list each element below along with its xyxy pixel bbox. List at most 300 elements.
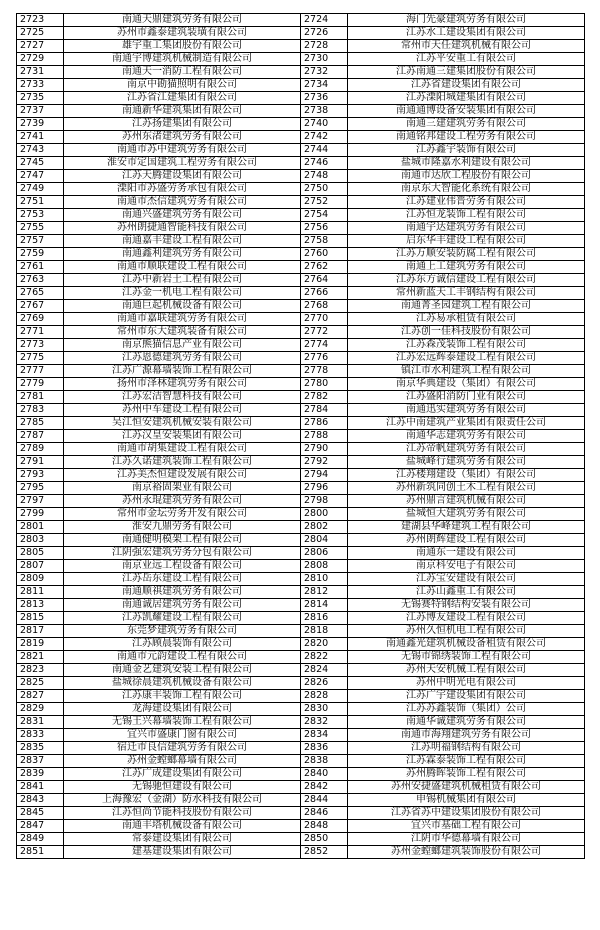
entry-number-right: 2734 [301, 79, 348, 92]
company-name-right: 江苏创一佳科技股份有限公司 [348, 326, 585, 339]
entry-number-left: 2783 [17, 404, 64, 417]
entry-number-left: 2833 [17, 729, 64, 742]
company-name-right: 无锡市锦绣装饰工程有限公司 [348, 651, 585, 664]
company-name-left: 宜兴市盛康门窗有限公司 [64, 729, 301, 742]
table-row [17, 79, 585, 92]
table-row [17, 573, 585, 586]
company-name-left: 南通顺祺建筑劳务有限公司 [64, 586, 301, 599]
entry-number-left: 2837 [17, 755, 64, 768]
table-row [17, 495, 585, 508]
company-name-left: 扬州市泽林建筑劳务有限公司 [64, 378, 301, 391]
table-row [17, 586, 585, 599]
company-name-left: 江苏久诺建筑装饰工程有限公司 [64, 456, 301, 469]
company-name-left: 江苏广成建设集团有限公司 [64, 768, 301, 781]
table-row [17, 326, 585, 339]
entry-number-right: 2742 [301, 131, 348, 144]
entry-number-left: 2827 [17, 690, 64, 703]
entry-number-left: 2751 [17, 196, 64, 209]
table-row [17, 235, 585, 248]
table-row [17, 638, 585, 651]
entry-number-left: 2763 [17, 274, 64, 287]
company-name-right: 江苏山鑫重工有限公司 [348, 586, 585, 599]
entry-number-right: 2766 [301, 287, 348, 300]
entry-number-left: 2759 [17, 248, 64, 261]
company-name-left: 宿迁市良信建筑劳务有限公司 [64, 742, 301, 755]
entry-number-right: 2842 [301, 781, 348, 794]
company-name-right: 江苏森茂装饰工程有限公司 [348, 339, 585, 352]
company-name-left: 南通健明模架工程有限公司 [64, 534, 301, 547]
table-row [17, 105, 585, 118]
company-name-right: 江苏万顺安装防腐工程有限公司 [348, 248, 585, 261]
entry-number-right: 2852 [301, 846, 348, 859]
entry-number-left: 2801 [17, 521, 64, 534]
entry-number-right: 2806 [301, 547, 348, 560]
entry-number-right: 2782 [301, 391, 348, 404]
company-name-left: 南通嘉丰建设工程有限公司 [64, 235, 301, 248]
entry-number-right: 2792 [301, 456, 348, 469]
table-row [17, 248, 585, 261]
entry-number-left: 2791 [17, 456, 64, 469]
entry-number-right: 2848 [301, 820, 348, 833]
table-row [17, 365, 585, 378]
entry-number-right: 2732 [301, 66, 348, 79]
company-name-right: 江苏南通三建集团股份有限公司 [348, 66, 585, 79]
entry-number-left: 2839 [17, 768, 64, 781]
table-row [17, 66, 585, 79]
company-name-left: 常州市金坛劳务开发有限公司 [64, 508, 301, 521]
entry-number-right: 2804 [301, 534, 348, 547]
company-name-right: 南通市达欣工程股份有限公司 [348, 170, 585, 183]
company-name-left: 南通市元韵建设工程有限公司 [64, 651, 301, 664]
entry-number-left: 2737 [17, 105, 64, 118]
company-name-left: 南京业远工程设备有限公司 [64, 560, 301, 573]
table-row [17, 625, 585, 638]
company-name-left: 南通鑫利建筑劳务有限公司 [64, 248, 301, 261]
table-row [17, 183, 585, 196]
company-name-left: 苏州金螳螂幕墙有限公司 [64, 755, 301, 768]
company-name-left: 江苏扬建集团有限公司 [64, 118, 301, 131]
company-name-left: 江苏美杰恒建设发展有限公司 [64, 469, 301, 482]
entry-number-left: 2775 [17, 352, 64, 365]
table-row [17, 677, 585, 690]
company-name-left: 南通宇博建筑机械制造有限公司 [64, 53, 301, 66]
company-name-right: 南通华诚建筑劳务有限公司 [348, 716, 585, 729]
company-name-right: 江苏溧阳城建集团有限公司 [348, 92, 585, 105]
table-row [17, 599, 585, 612]
entry-number-right: 2774 [301, 339, 348, 352]
entry-number-left: 2753 [17, 209, 64, 222]
entry-number-left: 2805 [17, 547, 64, 560]
company-name-right: 南京东大智能化系统有限公司 [348, 183, 585, 196]
entry-number-right: 2840 [301, 768, 348, 781]
entry-number-right: 2770 [301, 313, 348, 326]
company-name-right: 申锡机械集团有限公司 [348, 794, 585, 807]
company-name-right: 江苏宝安建设有限公司 [348, 573, 585, 586]
entry-number-right: 2730 [301, 53, 348, 66]
entry-number-left: 2771 [17, 326, 64, 339]
company-name-right: 常州市天任建筑机械有限公司 [348, 40, 585, 53]
company-name-right: 无锡赛特钢结构安装有限公司 [348, 599, 585, 612]
entry-number-left: 2815 [17, 612, 64, 625]
entry-number-right: 2834 [301, 729, 348, 742]
company-name-left: 溧阳市苏盛劳务承包有限公司 [64, 183, 301, 196]
entry-number-right: 2850 [301, 833, 348, 846]
company-name-right: 苏州新筑同创土木工程有限公司 [348, 482, 585, 495]
table-row [17, 378, 585, 391]
entry-number-right: 2790 [301, 443, 348, 456]
company-name-left: 江苏恩德建筑劳务有限公司 [64, 352, 301, 365]
entry-number-right: 2798 [301, 495, 348, 508]
entry-number-left: 2843 [17, 794, 64, 807]
entry-number-left: 2803 [17, 534, 64, 547]
entry-number-right: 2818 [301, 625, 348, 638]
company-name-left: 南通金艺建筑安装工程有限公司 [64, 664, 301, 677]
entry-number-left: 2813 [17, 599, 64, 612]
table-row [17, 482, 585, 495]
table-row [17, 456, 585, 469]
entry-number-right: 2794 [301, 469, 348, 482]
table-row [17, 287, 585, 300]
entry-number-left: 2779 [17, 378, 64, 391]
company-name-right: 苏州金螳螂建筑装饰股份有限公司 [348, 846, 585, 859]
table-row [17, 157, 585, 170]
table-row [17, 352, 585, 365]
table-row [17, 430, 585, 443]
entry-number-left: 2735 [17, 92, 64, 105]
entry-number-left: 2747 [17, 170, 64, 183]
table-row [17, 196, 585, 209]
table-row [17, 833, 585, 846]
company-name-left: 江阴强宏建筑劳务分包有限公司 [64, 547, 301, 560]
company-name-right: 常州新蓝天工丰钢结构有限公司 [348, 287, 585, 300]
company-name-left: 南京中勘猫照明有限公司 [64, 79, 301, 92]
company-name-right: 江苏中南建筑产业集团有限责任公司 [348, 417, 585, 430]
entry-number-right: 2744 [301, 144, 348, 157]
entry-number-right: 2780 [301, 378, 348, 391]
table-row [17, 300, 585, 313]
company-name-right: 南通华志建筑劳务有限公司 [348, 430, 585, 443]
entry-number-left: 2797 [17, 495, 64, 508]
company-name-left: 江苏省江建集团有限公司 [64, 92, 301, 105]
company-name-right: 江阴市华德幕墙有限公司 [348, 833, 585, 846]
entry-number-right: 2808 [301, 560, 348, 573]
company-name-right: 江苏恒龙装饰工程有限公司 [348, 209, 585, 222]
entry-number-right: 2846 [301, 807, 348, 820]
company-list-body [17, 14, 585, 859]
entry-number-left: 2777 [17, 365, 64, 378]
table-row [17, 794, 585, 807]
company-name-left: 南通天一消防工程有限公司 [64, 66, 301, 79]
table-row [17, 27, 585, 40]
entry-number-left: 2787 [17, 430, 64, 443]
company-name-right: 海门先豪建筑劳务有限公司 [348, 14, 585, 27]
entry-number-right: 2812 [301, 586, 348, 599]
company-name-right: 江苏博友建设工程有限公司 [348, 612, 585, 625]
company-name-left: 雄宇重工集团股份有限公司 [64, 40, 301, 53]
company-name-right: 江苏霖泰装饰工程有限公司 [348, 755, 585, 768]
company-name-left: 吴江恒安建筑机械安装有限公司 [64, 417, 301, 430]
table-row [17, 40, 585, 53]
company-name-right: 江苏平安重工有限公司 [348, 53, 585, 66]
company-name-left: 淮安市定国建筑工程劳务有限公司 [64, 157, 301, 170]
entry-number-left: 2847 [17, 820, 64, 833]
table-row [17, 222, 585, 235]
entry-number-right: 2738 [301, 105, 348, 118]
company-name-right: 苏州朗辉建设工程有限公司 [348, 534, 585, 547]
entry-number-right: 2726 [301, 27, 348, 40]
entry-number-left: 2829 [17, 703, 64, 716]
table-row [17, 846, 585, 859]
company-name-right: 启东华丰建设工程有限公司 [348, 235, 585, 248]
entry-number-left: 2769 [17, 313, 64, 326]
table-row [17, 144, 585, 157]
table-row [17, 508, 585, 521]
entry-number-right: 2832 [301, 716, 348, 729]
company-name-right: 江苏鑫宇装饰有限公司 [348, 144, 585, 157]
company-name-left: 南通兴盛建筑劳务有限公司 [64, 209, 301, 222]
company-name-right: 盐城市隆嘉水利建设有限公司 [348, 157, 585, 170]
company-name-right: 南通上工建筑劳务有限公司 [348, 261, 585, 274]
entry-number-right: 2784 [301, 404, 348, 417]
company-name-right: 南通迅实建筑劳务有限公司 [348, 404, 585, 417]
entry-number-left: 2795 [17, 482, 64, 495]
company-name-right: 江苏宏远辉泰建设工程有限公司 [348, 352, 585, 365]
entry-number-right: 2816 [301, 612, 348, 625]
entry-number-right: 2740 [301, 118, 348, 131]
table-row [17, 313, 585, 326]
entry-number-left: 2757 [17, 235, 64, 248]
company-name-right: 苏州天安机械工程有限公司 [348, 664, 585, 677]
table-row [17, 339, 585, 352]
company-name-right: 建湖县华峰建筑工程有限公司 [348, 521, 585, 534]
entry-number-left: 2765 [17, 287, 64, 300]
table-row [17, 170, 585, 183]
entry-number-left: 2841 [17, 781, 64, 794]
company-name-right: 南京华典建设（集团）有限公司 [348, 378, 585, 391]
entry-number-right: 2778 [301, 365, 348, 378]
company-name-right: 苏州鼎言建筑机械有限公司 [348, 495, 585, 508]
entry-number-left: 2793 [17, 469, 64, 482]
entry-number-right: 2764 [301, 274, 348, 287]
company-name-right: 江苏省苏中建设集团股份有限公司 [348, 807, 585, 820]
company-name-left: 南通市胡集建设工程有限公司 [64, 443, 301, 456]
company-name-right: 江苏盛阳消防门业有限公司 [348, 391, 585, 404]
entry-number-right: 2802 [301, 521, 348, 534]
table-row [17, 612, 585, 625]
company-name-right: 江苏苏鑫装饰（集团）公司 [348, 703, 585, 716]
company-name-right: 南通市海翔建筑劳务有限公司 [348, 729, 585, 742]
table-row [17, 14, 585, 27]
table-row [17, 742, 585, 755]
entry-number-right: 2838 [301, 755, 348, 768]
table-row [17, 820, 585, 833]
company-name-left: 无锡王兴幕墙装饰工程有限公司 [64, 716, 301, 729]
company-name-left: 龙海建设集团有限公司 [64, 703, 301, 716]
company-name-left: 南京熊猫信息产业有限公司 [64, 339, 301, 352]
company-name-left: 苏州朗捷通智能科技有限公司 [64, 222, 301, 235]
company-name-left: 上海豫宏（金湖）防水科技有限公司 [64, 794, 301, 807]
company-name-left: 南通天鼎建筑劳务有限公司 [64, 14, 301, 27]
company-name-left: 江苏金一机电工程有限公司 [64, 287, 301, 300]
entry-number-right: 2822 [301, 651, 348, 664]
entry-number-left: 2761 [17, 261, 64, 274]
company-name-left: 东莞梦建筑劳务有限公司 [64, 625, 301, 638]
company-name-left: 苏州中车建设工程有限公司 [64, 404, 301, 417]
table-row [17, 703, 585, 716]
entry-number-right: 2786 [301, 417, 348, 430]
entry-number-right: 2824 [301, 664, 348, 677]
entry-number-right: 2800 [301, 508, 348, 521]
table-row [17, 53, 585, 66]
entry-number-right: 2752 [301, 196, 348, 209]
table-row [17, 209, 585, 222]
company-name-right: 南通三建建筑劳务有限公司 [348, 118, 585, 131]
entry-number-left: 2733 [17, 79, 64, 92]
entry-number-right: 2756 [301, 222, 348, 235]
table-row [17, 807, 585, 820]
entry-number-left: 2789 [17, 443, 64, 456]
company-name-right: 南京科安电子有限公司 [348, 560, 585, 573]
table-row [17, 92, 585, 105]
company-name-right: 江苏易承租赁有限公司 [348, 313, 585, 326]
entry-number-right: 2754 [301, 209, 348, 222]
table-row [17, 729, 585, 742]
entry-number-right: 2750 [301, 183, 348, 196]
company-name-left: 江苏顾晨装饰有限公司 [64, 638, 301, 651]
company-name-left: 江苏宏洁智慧科技有限公司 [64, 391, 301, 404]
entry-number-left: 2773 [17, 339, 64, 352]
company-name-right: 江苏楼翔建设（集团）有限公司 [348, 469, 585, 482]
table-row [17, 664, 585, 677]
entry-number-right: 2844 [301, 794, 348, 807]
company-name-left: 江苏康丰装饰工程有限公司 [64, 690, 301, 703]
table-row [17, 417, 585, 430]
entry-number-left: 2727 [17, 40, 64, 53]
company-name-right: 苏州中明光电有限公司 [348, 677, 585, 690]
entry-number-left: 2845 [17, 807, 64, 820]
entry-number-left: 2825 [17, 677, 64, 690]
company-name-right: 南通宇达建筑劳务有限公司 [348, 222, 585, 235]
table-row [17, 118, 585, 131]
company-name-right: 江苏帝帆建筑劳务有限公司 [348, 443, 585, 456]
table-row [17, 534, 585, 547]
table-row [17, 716, 585, 729]
entry-number-left: 2799 [17, 508, 64, 521]
company-name-left: 江苏岳东建设工程有限公司 [64, 573, 301, 586]
table-row [17, 781, 585, 794]
company-name-left: 南通新华建筑集团有限公司 [64, 105, 301, 118]
company-name-left: 南通市顺联建设工程有限公司 [64, 261, 301, 274]
entry-number-left: 2743 [17, 144, 64, 157]
entry-number-right: 2830 [301, 703, 348, 716]
entry-number-left: 2741 [17, 131, 64, 144]
company-name-left: 常州市东大建筑装备有限公司 [64, 326, 301, 339]
company-name-left: 南通市苏中建筑劳务有限公司 [64, 144, 301, 157]
company-name-right: 南通鑫光建筑机械设备租赁有限公司 [348, 638, 585, 651]
entry-number-left: 2831 [17, 716, 64, 729]
entry-number-left: 2851 [17, 846, 64, 859]
entry-number-right: 2760 [301, 248, 348, 261]
entry-number-left: 2739 [17, 118, 64, 131]
company-name-right: 江苏建业伟晋劳务有限公司 [348, 196, 585, 209]
entry-number-left: 2817 [17, 625, 64, 638]
company-name-right: 宜兴市基础工程有限公司 [348, 820, 585, 833]
company-name-right: 南通东一建设有限公司 [348, 547, 585, 560]
entry-number-left: 2725 [17, 27, 64, 40]
table-row [17, 131, 585, 144]
entry-number-right: 2772 [301, 326, 348, 339]
company-name-left: 南京裕固架业有限公司 [64, 482, 301, 495]
company-name-left: 江苏汉皇安装集团有限公司 [64, 430, 301, 443]
entry-number-left: 2823 [17, 664, 64, 677]
entry-number-left: 2723 [17, 14, 64, 27]
entry-number-left: 2749 [17, 183, 64, 196]
company-name-left: 南通市杰信建筑劳务有限公司 [64, 196, 301, 209]
company-name-left: 南通丰塔机械设备有限公司 [64, 820, 301, 833]
table-row [17, 651, 585, 664]
table-row [17, 274, 585, 287]
company-name-right: 江苏广宇建设集团有限公司 [348, 690, 585, 703]
entry-number-left: 2821 [17, 651, 64, 664]
entry-number-left: 2729 [17, 53, 64, 66]
company-name-left: 淮安九鼎劳务有限公司 [64, 521, 301, 534]
entry-number-left: 2781 [17, 391, 64, 404]
company-name-left: 苏州东渚建筑劳务有限公司 [64, 131, 301, 144]
entry-number-left: 2811 [17, 586, 64, 599]
entry-number-right: 2788 [301, 430, 348, 443]
entry-number-right: 2828 [301, 690, 348, 703]
company-name-left: 常泰建设集团有限公司 [64, 833, 301, 846]
table-row [17, 391, 585, 404]
table-row [17, 560, 585, 573]
company-name-right: 南通铭邦建设工程劳务有限公司 [348, 131, 585, 144]
entry-number-right: 2728 [301, 40, 348, 53]
table-row [17, 755, 585, 768]
entry-number-left: 2849 [17, 833, 64, 846]
entry-number-left: 2819 [17, 638, 64, 651]
company-name-left: 江苏中新岩土工程有限公司 [64, 274, 301, 287]
company-list-table [16, 13, 585, 859]
company-name-right: 苏州久恒机电工程有限公司 [348, 625, 585, 638]
entry-number-left: 2745 [17, 157, 64, 170]
table-row [17, 404, 585, 417]
entry-number-left: 2755 [17, 222, 64, 235]
entry-number-right: 2814 [301, 599, 348, 612]
company-name-right: 江苏明福钢结构有限公司 [348, 742, 585, 755]
entry-number-left: 2785 [17, 417, 64, 430]
entry-number-right: 2776 [301, 352, 348, 365]
entry-number-right: 2724 [301, 14, 348, 27]
entry-number-right: 2810 [301, 573, 348, 586]
table-row [17, 547, 585, 560]
company-name-right: 江苏水工建设集团有限公司 [348, 27, 585, 40]
company-name-right: 南通菁圣园建筑工程有限公司 [348, 300, 585, 313]
entry-number-left: 2809 [17, 573, 64, 586]
entry-number-right: 2746 [301, 157, 348, 170]
entry-number-left: 2767 [17, 300, 64, 313]
table-row [17, 261, 585, 274]
company-name-left: 无锡驰恒建设有限公司 [64, 781, 301, 794]
company-name-right: 江苏省建设集团有限公司 [348, 79, 585, 92]
company-name-left: 苏州市鑫泰建筑装璜有限公司 [64, 27, 301, 40]
entry-number-left: 2807 [17, 560, 64, 573]
company-name-left: 建基建设集团有限公司 [64, 846, 301, 859]
table-row [17, 469, 585, 482]
company-name-right: 南通通博设备安装集团有限公司 [348, 105, 585, 118]
company-name-left: 江苏广源幕墙装饰工程有限公司 [64, 365, 301, 378]
table-row [17, 443, 585, 456]
company-name-right: 苏州安捷盛建筑机械租赁有限公司 [348, 781, 585, 794]
